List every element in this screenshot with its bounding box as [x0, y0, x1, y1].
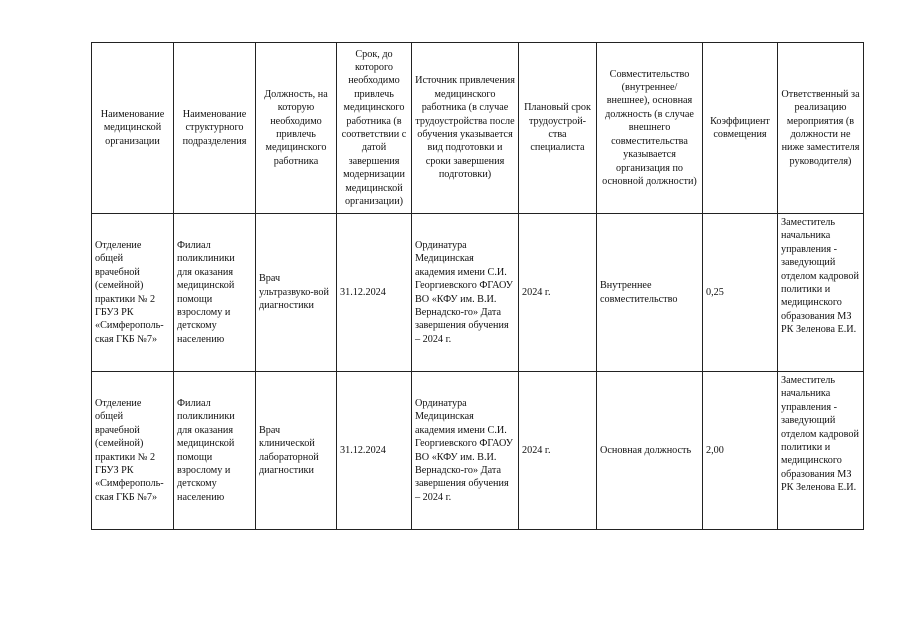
table-row	[92, 214, 864, 372]
cell-responsible: Заместитель начальника управления - заведующий отделом кадровой политики и медицинского образования МЗ РК Зеленова Е.И.	[778, 372, 864, 530]
header-coefficient: Коэффициент совмещения	[703, 43, 778, 214]
table-header-row	[92, 43, 864, 214]
cell-position: Врач клинической лабораторной диагностики	[256, 372, 337, 530]
cell-organization: Отделение общей врачебной (семейной) практики № 2 ГБУЗ РК «Симферополь-ская ГКБ №7»	[92, 214, 174, 372]
header-source: Источник привлечения медицинского работника (в случае трудоустройства после обучения указывается вид подготовки и сроки завершения подготовки)	[412, 43, 519, 214]
header-deadline: Срок, до которого необходимо привлечь медицинского работника (в соответствии с датой завершения модернизации медицинской организации)	[337, 43, 412, 214]
header-division: Наименование структурного подразделения	[174, 43, 256, 214]
cell-position: Врач ультразвуко-вой диагностики	[256, 214, 337, 372]
cell-division: Филиал поликлиники для оказания медицинской помощи взрослому и детскому населению	[174, 214, 256, 372]
cell-coefficient: 0,25	[703, 214, 778, 372]
table-row	[92, 372, 864, 530]
cell-deadline: 31.12.2024	[337, 214, 412, 372]
header-combination: Совместительство (внутреннее/ внешнее), основная должность (в случае внешнего совместительства указывается организация по основной должности)	[597, 43, 703, 214]
cell-coefficient: 2,00	[703, 372, 778, 530]
cell-combination: Основная должность	[597, 372, 703, 530]
cell-organization: Отделение общей врачебной (семейной) практики № 2 ГБУЗ РК «Симферополь-ская ГКБ №7»	[92, 372, 174, 530]
cell-planned: 2024 г.	[519, 372, 597, 530]
cell-combination: Внутреннее совместительство	[597, 214, 703, 372]
header-organization: Наименование медицинской организации	[92, 43, 174, 214]
cell-source: Ординатура Медицинская академия имени С.И. Георгиевского ФГАОУ ВО «КФУ им. В.И. Вернадско-го» Дата завершения обучения – 2024 г.	[412, 372, 519, 530]
header-responsible: Ответственный за реализацию мероприятия (в должности не ниже заместителя руководителя)	[778, 43, 864, 214]
cell-source: Ординатура Медицинская академия имени С.И. Георгиевского ФГАОУ ВО «КФУ им. В.И. Вернадско-го» Дата завершения обучения – 2024 г.	[412, 214, 519, 372]
header-planned: Плановый срок трудоустрой-ства специалиста	[519, 43, 597, 214]
cell-planned: 2024 г.	[519, 214, 597, 372]
cell-deadline: 31.12.2024	[337, 372, 412, 530]
staffing-table	[91, 42, 864, 530]
header-position: Должность, на которую необходимо привлечь медицинского работника	[256, 43, 337, 214]
cell-responsible: Заместитель начальника управления - заведующий отделом кадровой политики и медицинского образования МЗ РК Зеленова Е.И.	[778, 214, 864, 372]
cell-division: Филиал поликлиники для оказания медицинской помощи взрослому и детскому населению	[174, 372, 256, 530]
